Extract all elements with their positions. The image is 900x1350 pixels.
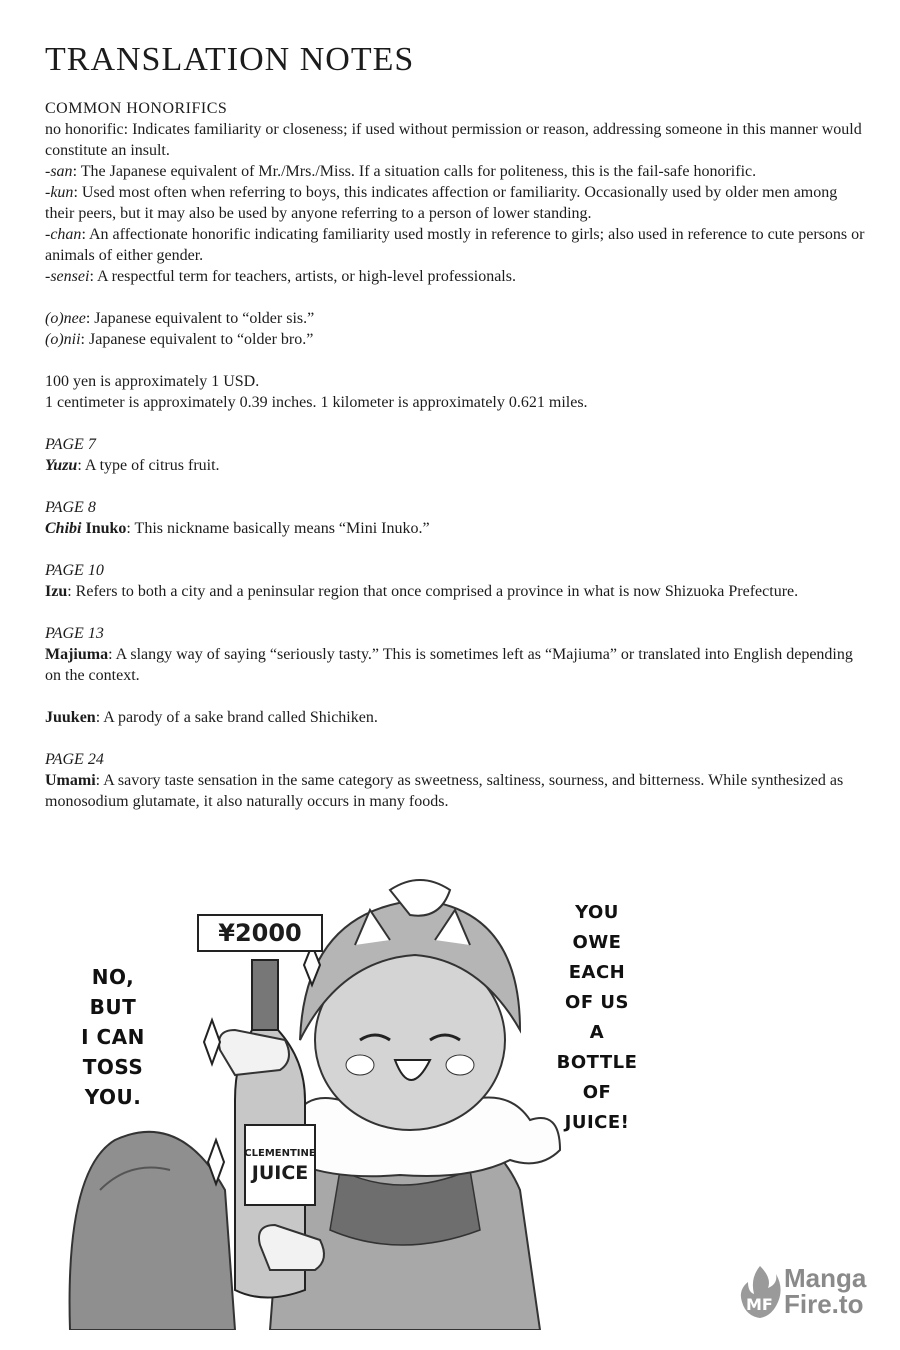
conversion-line: 1 centimeter is approximately 0.39 inches. 1 kilometer is approximately 0.621 miles.: [45, 394, 588, 411]
svg-text:MF: MF: [746, 1295, 773, 1314]
right-speech-bubble: YOU OWE EACH OF US A BOTTLE OF JUICE!: [556, 902, 638, 1133]
honorific-entry: -sensei: A respectful term for teachers, artists, or high-level professionals.: [45, 268, 516, 285]
note-entry: Umami: A savory taste sensation in the same category as sweetness, saltiness, sourness, and bitterness. While synthesized as monosodium glutamate, it also naturally occurs in many foods.: [45, 772, 844, 810]
site-watermark: [738, 1262, 878, 1322]
flame-logo-icon: [738, 1264, 782, 1320]
honorific-entry: -san: The Japanese equivalent of Mr./Mrs./Miss. If a situation calls for politeness, this is the fail-safe honorific.: [45, 163, 757, 180]
note-entry: Izu: Refers to both a city and a peninsular region that once comprised a province in what is now Shizuoka Prefecture.: [45, 583, 799, 600]
manga-illustration: [40, 870, 740, 1330]
honorifics-heading: COMMON HONORIFICS: [45, 100, 228, 117]
translation-notes-page: [45, 42, 865, 812]
sibling-entry: (o)nee: Japanese equivalent to “older sis.”: [45, 310, 315, 327]
note-entry: Juuken: A parody of a sake brand called Shichiken.: [45, 709, 378, 726]
watermark-line-2: Fire.to: [784, 1289, 864, 1319]
page-reference: PAGE 10: [45, 562, 104, 579]
note-entry: Chibi Inuko: This nickname basically means “Mini Inuko.”: [45, 520, 430, 537]
page-reference: PAGE 13: [45, 625, 104, 642]
note-entry: Majiuma: A slangy way of saying “seriously tasty.” This is sometimes left as “Majiuma” or translated into English depending on the context.: [45, 646, 853, 684]
page-reference: PAGE 24: [45, 751, 104, 768]
honorific-entry: -chan: An affectionate honorific indicating familiarity used mostly in reference to girls; also used in reference to cute persons or animals of either gender.: [45, 226, 865, 264]
honorific-entry: no honorific: Indicates familiarity or closeness; if used without permission or reason, addressing someone in this manner would constitute an insult.: [45, 121, 862, 159]
honorific-entry: -kun: Used most often when referring to boys, this indicates affection or familiarity. Occasionally used by older men among their peers, but it may also be used by anyone referring to a person of lower standing.: [45, 184, 838, 222]
honorifics-section: [45, 98, 865, 287]
watermark-line-1: Manga: [784, 1263, 867, 1293]
page-reference: PAGE 8: [45, 499, 96, 516]
note-entry: Yuzu: A type of citrus fruit.: [45, 457, 220, 474]
page-title: TRANSLATION NOTES: [45, 41, 415, 78]
page-reference: PAGE 7: [45, 436, 96, 453]
sibling-entry: (o)nii: Japanese equivalent to “older bro.”: [45, 331, 314, 348]
conversion-line: 100 yen is approximately 1 USD.: [45, 373, 260, 390]
bottle-label-big: JUICE: [251, 1162, 309, 1184]
bottle-label-small: CLEMENTINE: [244, 1148, 316, 1159]
left-speech-bubble: NO, BUT I CAN TOSS YOU.: [81, 965, 145, 1109]
price-tag: ¥2000: [197, 914, 323, 952]
